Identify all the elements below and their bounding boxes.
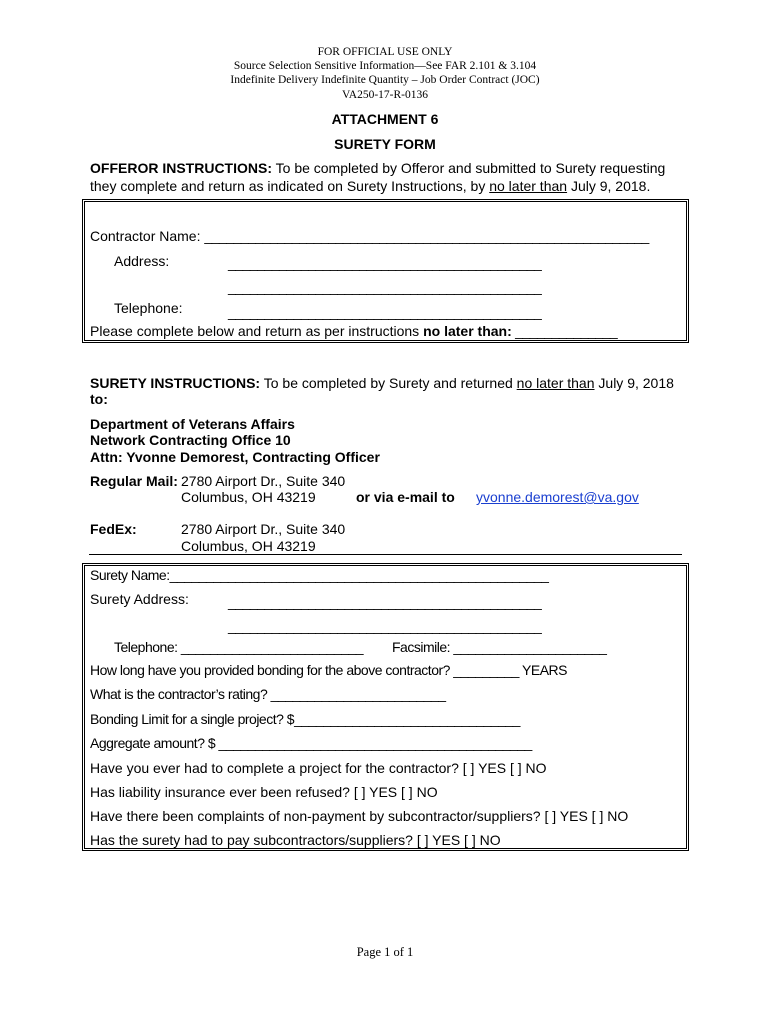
fedex-address-1: 2780 Airport Dr., Suite 340 [181,521,346,537]
offeror-instructions-label: OFFEROR INSTRUCTIONS: [90,160,272,176]
question-bonding-limit[interactable]: Bonding Limit for a single project? $_______________________________ [90,711,520,727]
question-bonding-years[interactable]: How long have you provided bonding for the above contractor? _________ YEARS [90,662,567,678]
contractor-address-blank-2[interactable]: ___________________________________________ [228,279,542,295]
header-line-source-selection: Source Selection Sensitive Information—See FAR 2.101 & 3.104 [233,60,537,72]
surety-instructions-line1 [90,375,674,391]
return-instructions-text: Please complete below and return as per instructions [90,323,424,339]
question-liability-refused[interactable]: Has liability insurance ever been refused? [ ] YES [ ] NO [90,784,438,800]
surety-deadline-underlined: no later than [516,375,595,391]
question-complete-project[interactable]: Have you ever had to complete a project for the contractor? [ ] YES [ ] NO [90,760,547,776]
surety-facsimile-field[interactable]: Facsimile: _____________________ [392,639,607,655]
surety-instructions-label: SURETY INSTRUCTIONS: [90,375,261,391]
contractor-name-blank[interactable]: _____________________________________________________________ [204,228,649,244]
offeror-deadline-underlined: no later than [489,178,568,194]
attention-line: Attn: Yvonne Demorest, Contracting Officer [90,449,380,465]
contractor-name-label: Contractor Name: [90,228,201,244]
header-line-solicitation-number: VA250-17-R-0136 [341,89,429,101]
surety-telephone-field[interactable]: Telephone: _________________________ [114,639,364,655]
attachment-title: ATTACHMENT 6 [331,111,439,127]
question-aggregate-amount[interactable]: Aggregate amount? $ ___________________________________________ [90,735,532,751]
regular-mail-address-1: 2780 Airport Dr., Suite 340 [181,473,346,489]
surety-address-blank-2[interactable]: ___________________________________________ [228,618,542,634]
surety-name-field[interactable]: Surety Name:____________________________________________________ [90,567,549,583]
header-line-official-use: FOR OFFICIAL USE ONLY [317,46,453,58]
question-non-payment-complaints[interactable]: Have there been complaints of non-payment by subcontractor/suppliers? [ ] YES [ ] NO [90,808,629,824]
surety-address-blank-1[interactable]: ___________________________________________ [228,594,542,610]
surety-instructions-line2: to: [90,391,108,407]
regular-mail-label: Regular Mail: [90,473,178,489]
contractor-name-field[interactable] [90,228,649,244]
fedex-label: FedEx: [90,521,137,537]
contractor-address-label: Address: [114,253,170,269]
offeror-instructions-line1 [90,160,665,176]
header-line-contract-type: Indefinite Delivery Indefinite Quantity – Job Order Contract (JOC) [230,74,540,86]
contractor-address-blank-1[interactable]: ___________________________________________ [228,255,542,271]
offeror-instructions-line2 [90,178,650,194]
contractor-telephone-blank[interactable]: ___________________________________________ [228,304,542,320]
fedex-address-2: Columbus, OH 43219 [181,538,316,554]
surety-instructions-text: To be completed by Surety and returned [260,375,517,391]
question-contractor-rating[interactable]: What is the contractor’s rating? ________________________ [90,686,446,702]
section-divider [89,554,682,555]
offeror-instructions-text2: they complete and return as indicated on Surety Instructions, by [90,178,490,194]
or-email-label: or via e-mail to [356,489,455,505]
regular-mail-address-2: Columbus, OH 43219 [181,489,316,505]
page-number: Page 1 of 1 [356,945,414,959]
contractor-return-line [90,323,617,339]
return-deadline-blank[interactable]: ______________ [511,323,618,339]
surety-address-label: Surety Address: [90,591,189,607]
contractor-telephone-label: Telephone: [114,300,183,316]
return-deadline-label: no later than: [423,323,512,339]
office-name: Network Contracting Office 10 [90,432,291,448]
question-surety-paid-subcontractors[interactable]: Has the surety had to pay subcontractors/suppliers? [ ] YES [ ] NO [90,832,501,848]
offeror-instructions-text: To be completed by Offeror and submitted to Surety requesting [272,160,666,176]
contractor-info-box [82,199,689,343]
offeror-deadline-date: July 9, 2018. [567,178,651,194]
email-link[interactable]: yvonne.demorest@va.gov [476,489,639,505]
form-title: SURETY FORM [334,136,436,152]
department-name: Department of Veterans Affairs [90,416,295,432]
surety-deadline-date: July 9, 2018 [594,375,674,391]
